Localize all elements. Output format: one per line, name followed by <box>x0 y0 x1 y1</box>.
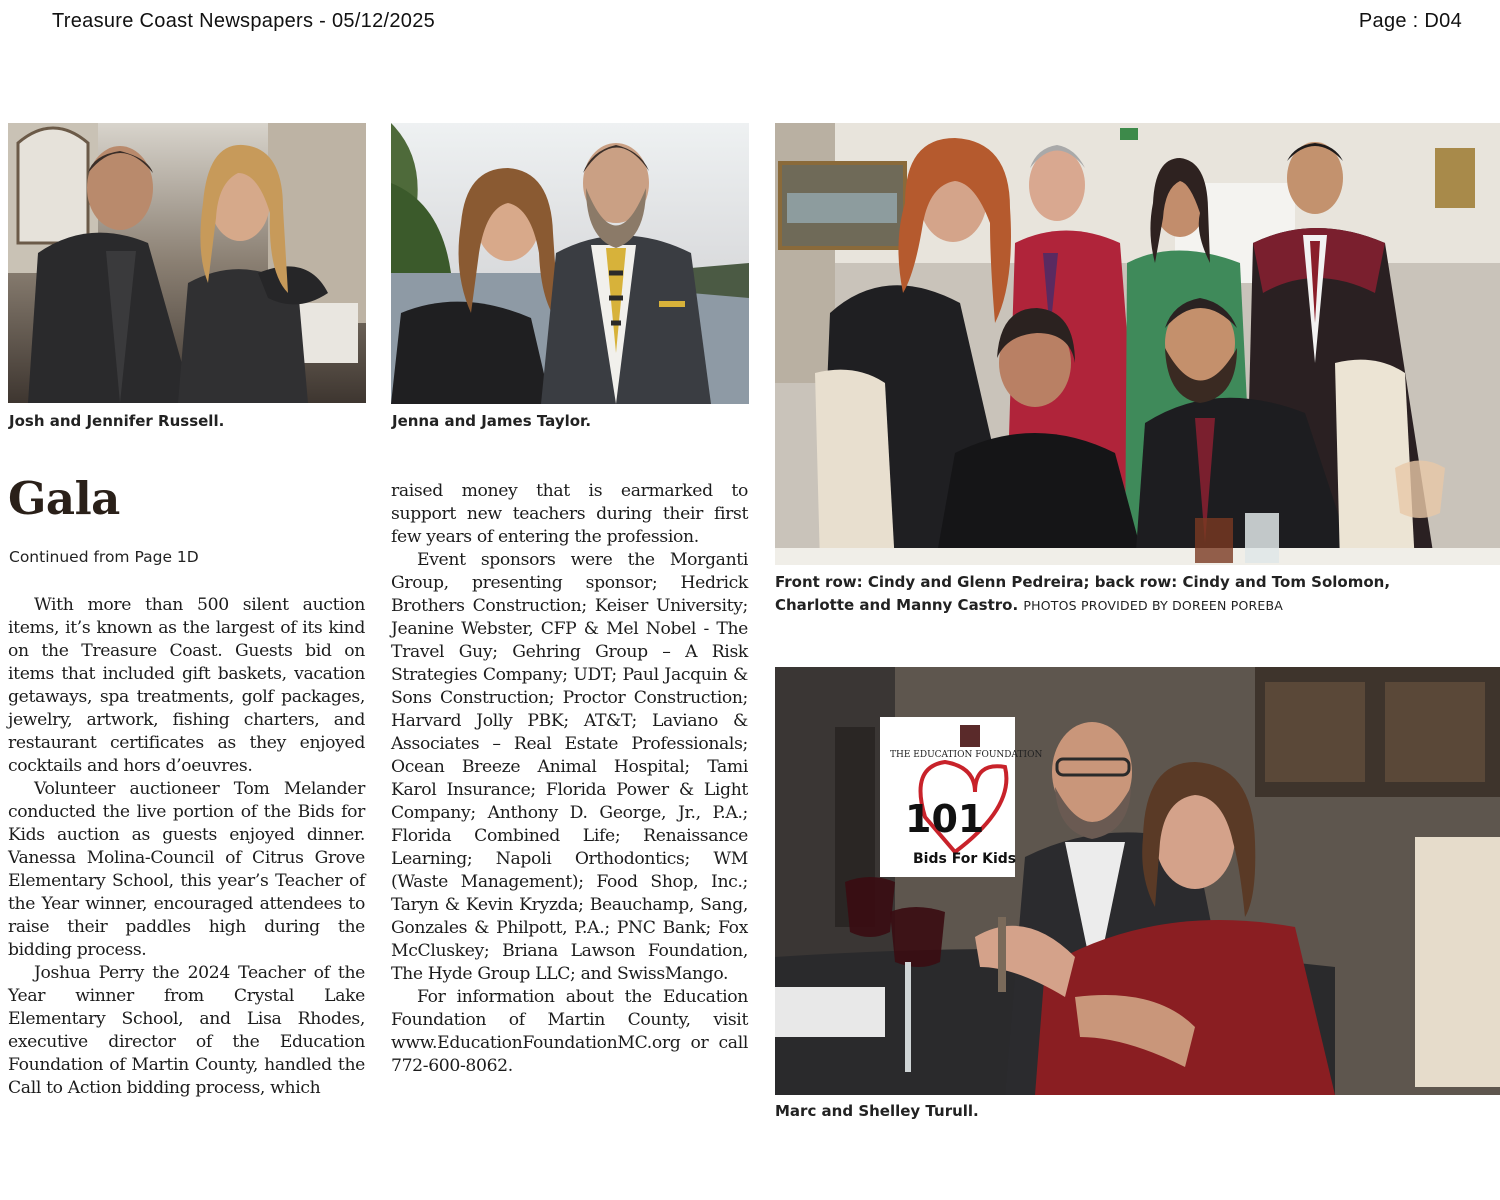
paddle-org-text: THE EDUCATION FOUNDATION <box>890 750 1043 760</box>
article-paragraph: With more than 500 silent auction items, it’s known as the largest of its kind on the Treasure Coast. Guests bid on items that included gift baskets, vacation getaways, spa treatments, golf packages, jewelry, artwork, fishing charters, and restaurant certificates as they enjoyed cocktails and hors d’oeuvres. <box>8 595 365 776</box>
group-photo <box>775 123 1500 565</box>
article-paragraph: Volunteer auctioneer Tom Melander conducted the live portion of the Bids for Kids auction as guests enjoyed dinner. Vanessa Molina-Council of Citrus Grove Elementary School, this year’s Teacher of the Year winner, encouraged attendees to raise their paddles high during the bidding process. <box>8 779 365 960</box>
group-caption <box>775 571 1455 617</box>
photo-credit: PHOTOS PROVIDED BY DOREEN POREBA <box>1023 598 1284 613</box>
turull-photo <box>775 667 1500 1095</box>
turull-caption: Marc and Shelley Turull. <box>775 1102 979 1120</box>
newspaper-source: Treasure Coast Newspapers - 05/12/2025 <box>52 10 436 32</box>
paddle-number: 101 <box>905 797 985 841</box>
taylor-caption: Jenna and James Taylor. <box>392 412 592 430</box>
group-caption-text: Front row: Cindy and Glenn Pedreira; back row: Cindy and Tom Solomon, Charlotte and Manny Castro. <box>775 573 1391 614</box>
article-paragraph: Event sponsors were the Morganti Group, presenting sponsor; Hedrick Brothers Construction; Keiser University; Jeanine Webster, CFP & Mel Nobel - The Travel Guy; Gehring Group – A Risk Strategies Company; UDT; Paul Jacquin & Sons Construction; Proctor Construction; Harvard Jolly PBK; AT&T; Laviano & Associates – Real Estate Professionals; Ocean Breeze Animal Hospital; Tami Karol Insurance; Florida Power & Light Company; Anthony D. George, Jr., P.A.; Florida Combined Life; Renaissance Learning; Napoli Orthodontics; WM (Waste Management); Food Shop, Inc.; Taryn & Kevin Kryzda; Beauchamp, Sang, Gonzales & Philpott, P.A.; PNC Bank; Fox McCluskey; Briana Lawson Foundation, The Hyde Group LLC; and SwissMango. <box>391 550 748 984</box>
taylor-photo <box>391 123 749 404</box>
article-column-2 <box>391 480 748 1078</box>
russell-photo <box>8 123 366 403</box>
article-column-1 <box>8 594 365 1100</box>
page-number: Page : D04 <box>1358 10 1462 32</box>
russell-caption: Josh and Jennifer Russell. <box>9 412 225 430</box>
paddle-bids-text: Bids For Kids <box>913 851 1017 867</box>
continued-note: Continued from Page 1D <box>9 548 199 566</box>
article-paragraph: Joshua Perry the 2024 Teacher of the Year winner from Crystal Lake Elementary School, and Lisa Rhodes, executive director of the Education Foundation of Martin County, handled the Call to Action bidding process, which <box>8 963 365 1098</box>
article-headline: Gala <box>8 472 120 525</box>
article-paragraph: raised money that is earmarked to support new teachers during their first few years of entering the profession. <box>391 481 748 547</box>
article-paragraph: For information about the Education Foundation of Martin County, visit www.EducationFoundationMC.org or call 772-600-8062. <box>391 987 748 1076</box>
